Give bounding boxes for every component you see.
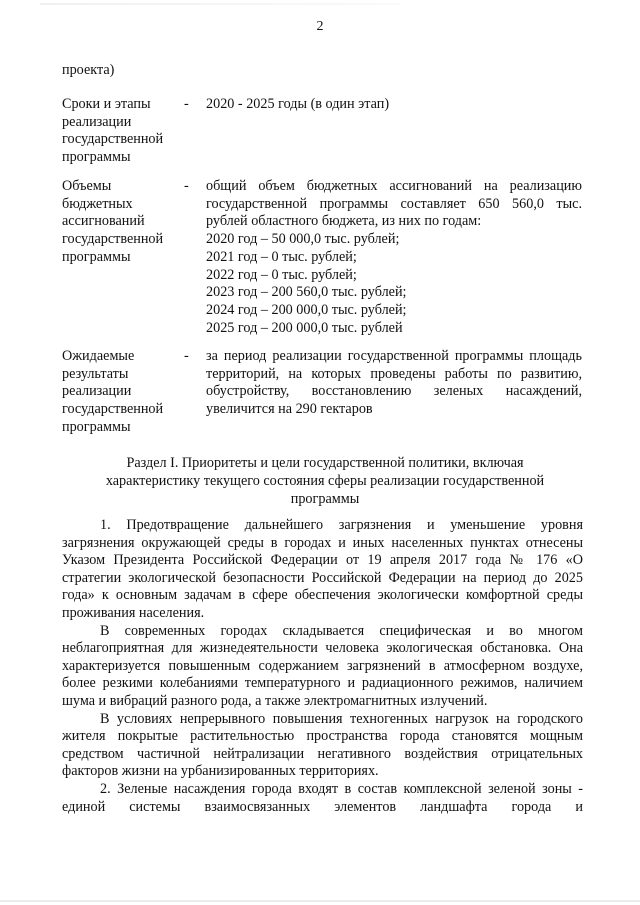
passport-dash: -: [184, 96, 189, 112]
passport-value: [206, 178, 582, 337]
value-line: 2021 год – 0 тыс. рублей;: [206, 248, 357, 265]
label-line: Объемы: [62, 178, 112, 194]
label-line: государственной: [62, 231, 164, 248]
passport-row-results: [62, 348, 582, 438]
value-line: 2020 год – 50 000,0 тыс. рублей;: [206, 231, 400, 248]
value-paragraph: общий объем бюджетных ассигнований на реализацию государственной программы составляет 650 560,0 тыс. рублей областного бюджета, из них по годам:: [206, 178, 582, 230]
passport-value: [206, 96, 582, 114]
label-line: Сроки и этапы: [62, 96, 151, 112]
value-line: 2020 - 2025 годы (в один этап): [206, 96, 390, 112]
scan-artifact-bottom: [0, 900, 640, 902]
continuation-text: проекта): [62, 62, 115, 78]
label-line: государственной: [62, 401, 164, 418]
passport-dash: -: [184, 348, 189, 364]
paragraph: В современных городах складывается специфическая и во многом неблагоприятная для жизнедеятельности человека экологическая обстановка. Она характеризуется повышенным содержанием загрязнений в атмосферном воздухе, более резкими колебаниями температурного и радиационного режимов, наличием шума и вибраций разного рода, а также электромагнитных излучений.: [62, 622, 583, 709]
label-line: ассигнований: [62, 213, 145, 230]
value-line: 2025 год – 200 000,0 тыс. рублей: [206, 319, 403, 336]
label-line: бюджетных: [62, 195, 133, 212]
value-line: 2024 год – 200 000,0 тыс. рублей;: [206, 301, 407, 318]
value-line: 2023 год – 200 560,0 тыс. рублей;: [206, 284, 407, 301]
label-line: Ожидаемые: [62, 348, 135, 364]
label-line: реализации: [62, 383, 132, 400]
body-text: [62, 517, 583, 816]
value-line: 2022 год – 0 тыс. рублей;: [206, 266, 357, 283]
label-line: программы: [62, 149, 131, 166]
passport-label: [62, 348, 178, 437]
passport-label: [62, 96, 178, 167]
scan-artifact-top: [40, 3, 400, 5]
passport-dash: -: [184, 178, 189, 194]
label-line: результаты: [62, 365, 129, 382]
label-line: государственной: [62, 131, 164, 148]
paragraph: В условиях непрерывного повышения техногенных нагрузок на городского жителя покрытые растительностью пространства города становятся мощным средством частичной нейтрализации негативного воздействия отрицательных факторов жизни на урбанизированных территориях.: [62, 710, 583, 780]
passport-row-stages: [62, 96, 582, 168]
passport-label: [62, 178, 178, 267]
label-line: программы: [62, 248, 131, 265]
value-paragraph: за период реализации государственной программы площадь территорий, на которых проведены работы по развитию, обустройству, восстановлению зеленых насаждений, увеличится на 290 гектаров: [206, 348, 582, 418]
label-line: реализации: [62, 113, 132, 130]
passport-value: [206, 348, 582, 419]
passport-row-funding: [62, 178, 582, 338]
section-title: Раздел I. Приоритеты и цели государственной политики, включая характеристику текущего состояния сферы реализации государственной программы: [105, 455, 545, 507]
label-line: программы: [62, 418, 131, 435]
paragraph: 2. Зеленые насаждения города входят в состав комплексной зеленой зоны - единой системы взаимосвязанных элементов ландшафта города и: [62, 780, 583, 815]
page-number: 2: [316, 19, 324, 34]
paragraph: 1. Предотвращение дальнейшего загрязнения и уменьшение уровня загрязнения окружающей среды в городах и иных населенных пунктах отнесены Указом Президента Российской Федерации от 19 апреля 2017 года № 176 «О стратегии экологической безопасности Российской Федерации на период до 2025 года» к основным задачам в сфере обеспечения экологически комфортной среды проживания населения.: [62, 517, 583, 621]
